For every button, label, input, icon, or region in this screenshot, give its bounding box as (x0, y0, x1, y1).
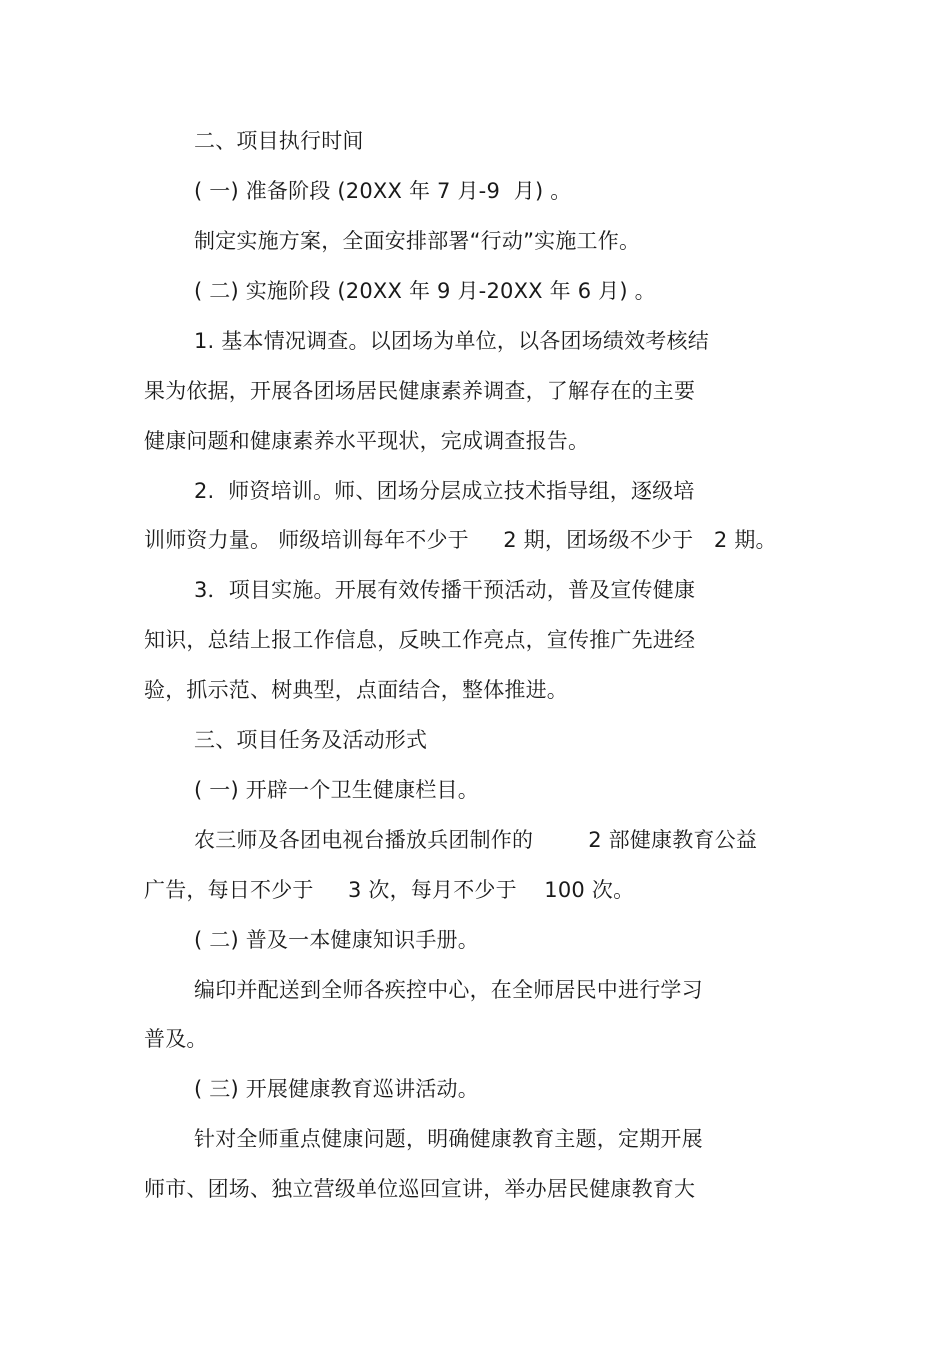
subsection-heading: ( 三) 开展健康教育巡讲活动。 (194, 1077, 479, 1101)
paragraph-line: 针对全师重点健康问题，明确健康教育主题，定期开展 (194, 1127, 703, 1151)
paragraph-line: 师市、团场、独立营级单位巡回宣讲，举办居民健康教育大 (144, 1177, 696, 1201)
paragraph-line: 农三师及各团电视台播放兵团制作的 2 部健康教育公益 (194, 828, 758, 852)
paragraph-line: 训师资力量。 师级培训每年不少于 2 期，团场级不少于 2 期。 (144, 528, 777, 552)
paragraph-line: 1. 基本情况调查。以团场为单位，以各团场绩效考核结 (194, 329, 709, 353)
subsection-heading: ( 二) 普及一本健康知识手册。 (194, 928, 479, 952)
paragraph-line: 制定实施方案，全面安排部署“行动”实施工作。 (194, 229, 641, 253)
paragraph-line: 知识，总结上报工作信息，反映工作亮点，宣传推广先进经 (144, 628, 696, 652)
subsection-heading: ( 二) 实施阶段 (20XX 年 9 月-20XX 年 6 月) 。 (194, 279, 656, 303)
paragraph-line: 2. 师资培训。师、团场分层成立技术指导组，逐级培 (194, 479, 695, 503)
paragraph-line: 广告，每日不少于 3 次，每月不少于 100 次。 (144, 878, 635, 902)
subsection-heading: ( 一) 准备阶段 (20XX 年 7 月-9 月) 。 (194, 179, 572, 203)
section-heading: 三、项目任务及活动形式 (194, 728, 428, 752)
paragraph-line: 编印并配送到全师各疾控中心，在全师居民中进行学习 (194, 978, 703, 1002)
paragraph-line: 验，抓示范、树典型，点面结合，整体推进。 (144, 678, 568, 702)
paragraph-line: 果为依据，开展各团场居民健康素养调查，了解存在的主要 (144, 379, 696, 403)
section-heading: 二、项目执行时间 (194, 129, 364, 153)
paragraph-line: 健康问题和健康素养水平现状，完成调查报告。 (144, 429, 590, 453)
paragraph-line: 3．项目实施。开展有效传播干预活动，普及宣传健康 (194, 578, 696, 602)
subsection-heading: ( 一) 开辟一个卫生健康栏目。 (194, 778, 479, 802)
paragraph-line: 普及。 (144, 1027, 208, 1051)
